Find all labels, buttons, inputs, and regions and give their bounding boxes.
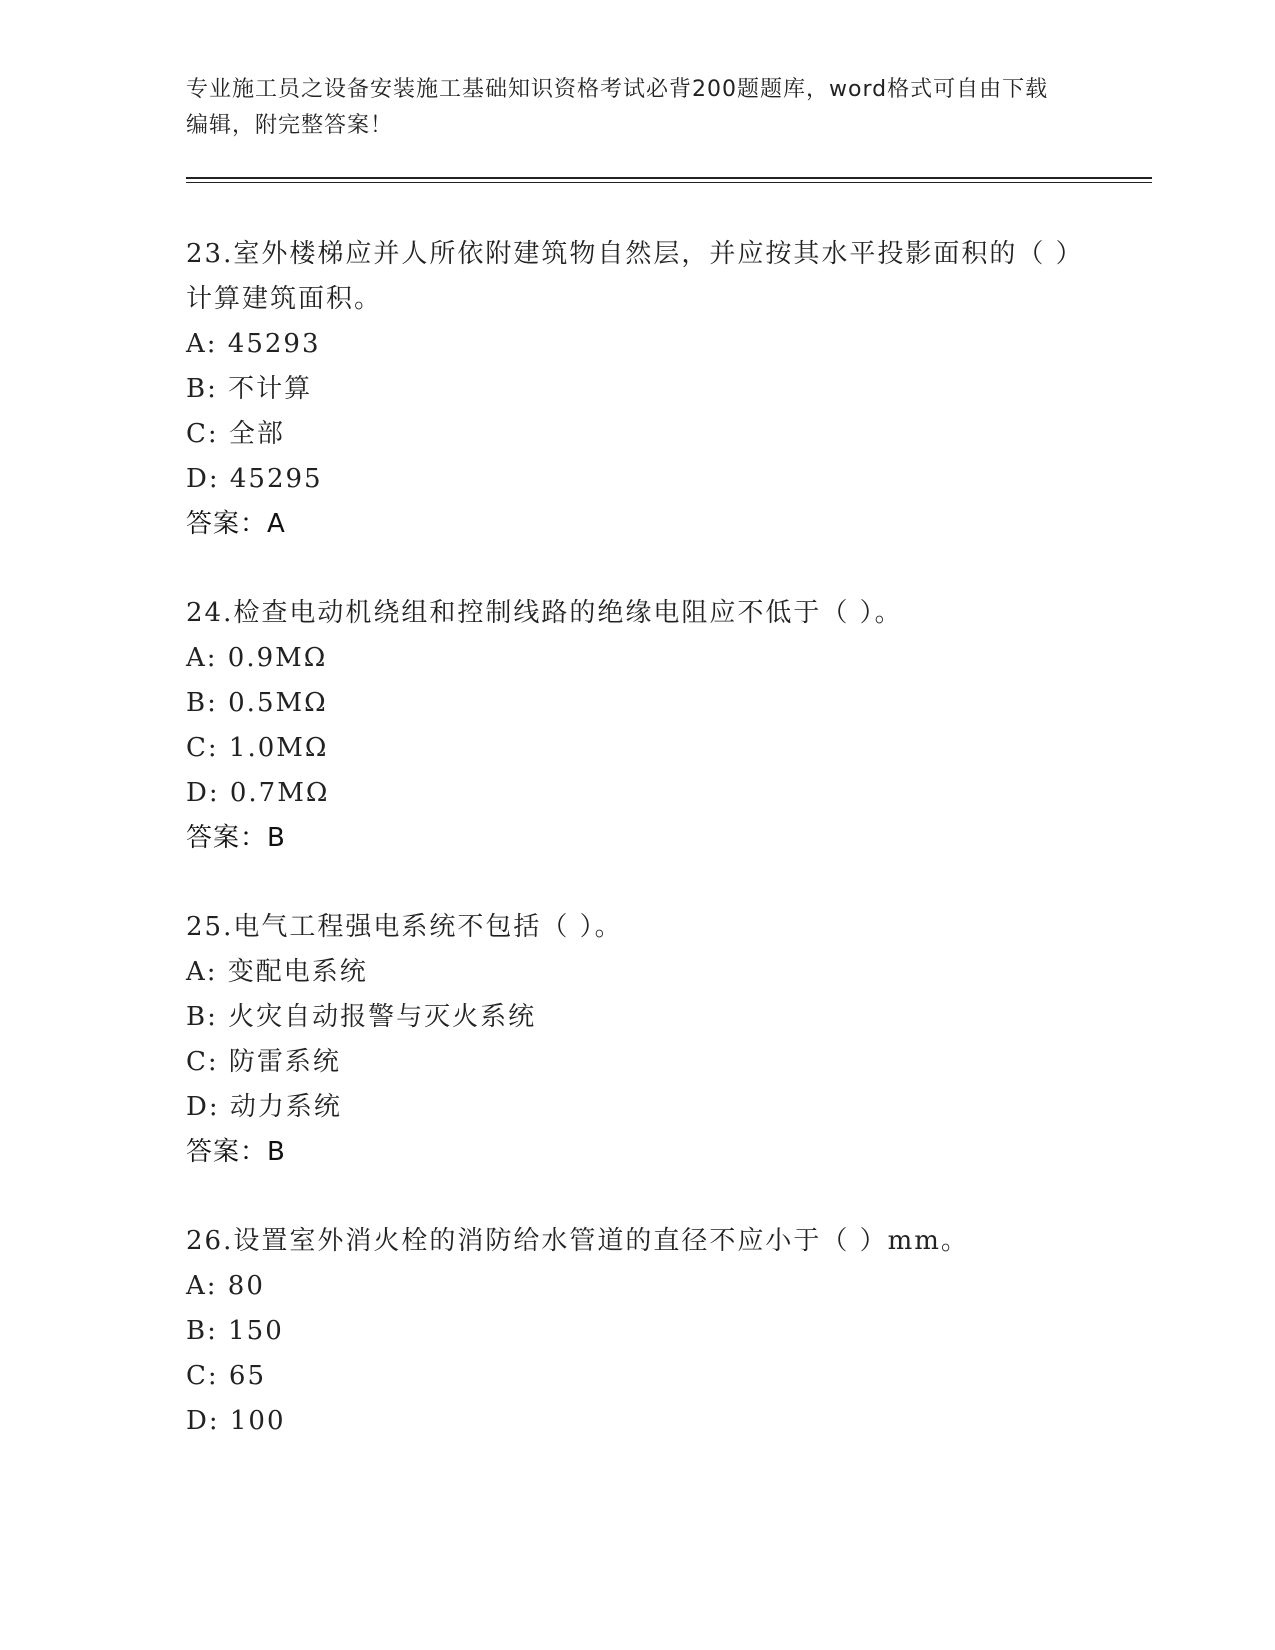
question-list <box>186 232 1086 1488</box>
question-stem: 24.检查电动机绕组和控制线路的绝缘电阻应不低于（ ）。 <box>186 598 903 628</box>
option-a: A: 45293 <box>186 329 321 359</box>
answer-line: 答案：B <box>186 823 286 853</box>
header-divider-thin <box>186 182 1152 183</box>
document-header: 专业施工员之设备安装施工基础知识资格考试必背200题题库，word格式可自由下载编辑，附完整答案！ <box>186 77 1049 138</box>
question-stem: 25.电气工程强电系统不包括（ ）。 <box>186 912 623 942</box>
question-24 <box>186 591 1086 861</box>
option-d: D: 0.7MΩ <box>186 778 330 808</box>
question-stem: 26.设置室外消火栓的消防给水管道的直径不应小于（ ）mm。 <box>186 1226 969 1256</box>
option-a: A: 0.9MΩ <box>186 643 328 673</box>
option-a: A: 80 <box>186 1271 265 1301</box>
question-26 <box>186 1219 1086 1444</box>
option-b: B: 火灾自动报警与灭火系统 <box>186 1002 537 1032</box>
option-c: C: 1.0MΩ <box>186 733 329 763</box>
option-d: D: 100 <box>186 1406 286 1436</box>
header-divider-thick <box>186 177 1152 179</box>
question-23 <box>186 232 1086 547</box>
option-b: B: 150 <box>186 1316 284 1346</box>
option-c: C: 65 <box>186 1361 267 1391</box>
answer-line: 答案：B <box>186 1137 286 1167</box>
option-c: C: 全部 <box>186 419 285 449</box>
answer-line: 答案：A <box>186 509 286 539</box>
question-25 <box>186 905 1086 1175</box>
option-b: B: 不计算 <box>186 374 313 404</box>
question-stem: 23.室外楼梯应并人所依附建筑物自然层，并应按其水平投影面积的（ ）计算建筑面积。 <box>186 239 1084 314</box>
option-b: B: 0.5MΩ <box>186 688 328 718</box>
option-a: A: 变配电系统 <box>186 957 368 987</box>
option-d: D: 动力系统 <box>186 1092 342 1122</box>
option-c: C: 防雷系统 <box>186 1047 341 1077</box>
option-d: D: 45295 <box>186 464 323 494</box>
